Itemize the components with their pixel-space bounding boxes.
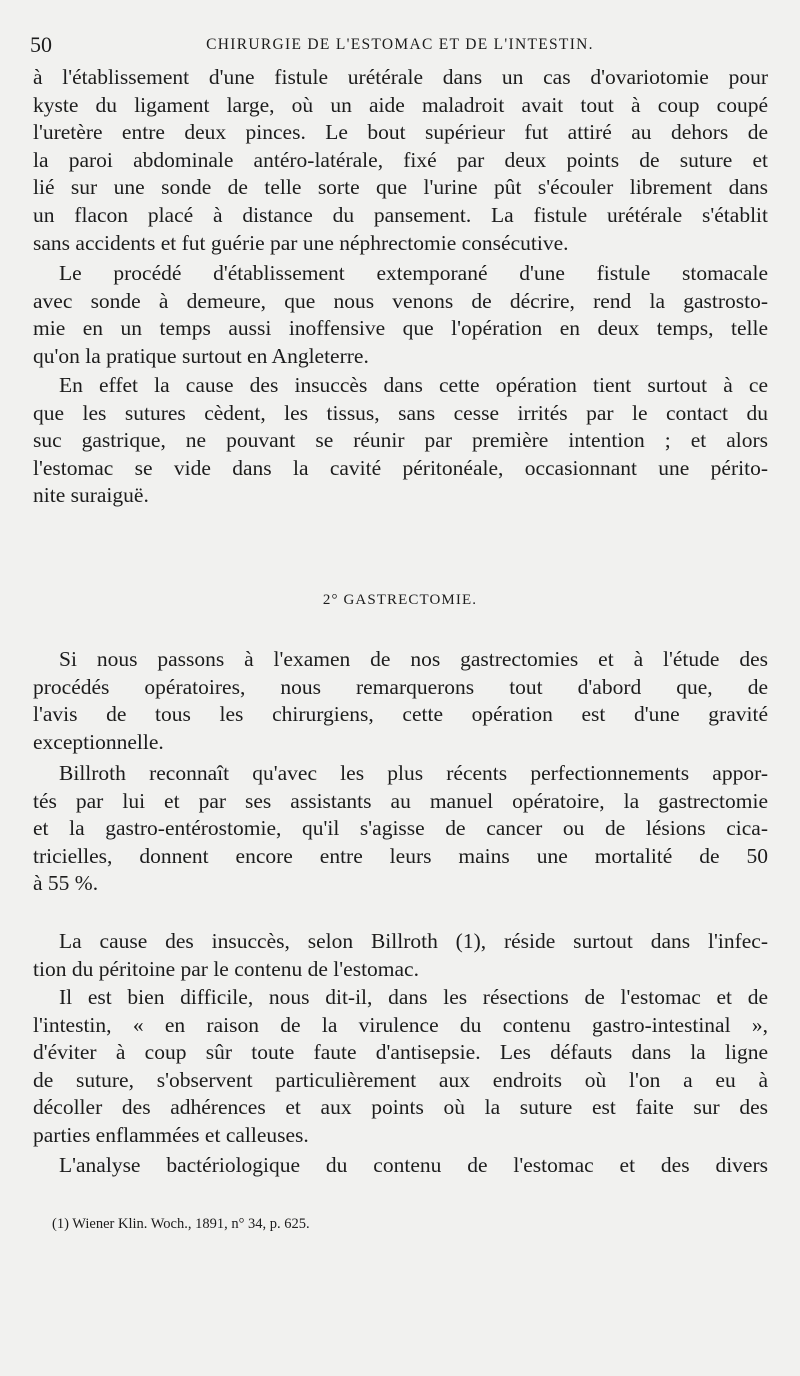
text-line: avec sonde à demeure, que nous venons de décrire, rend la gastrosto- xyxy=(33,288,768,313)
text-line: parties enflammées et calleuses. xyxy=(33,1122,309,1147)
text-line: qu'on la pratique surtout en Angleterre. xyxy=(33,343,369,368)
text-line: exceptionnelle. xyxy=(33,729,164,754)
text-line: kyste du ligament large, où un aide maladroit avait tout à coup coupé xyxy=(33,92,768,117)
text-line: sans accidents et fut guérie par une néphrectomie consécutive. xyxy=(33,230,569,255)
text-line: décoller des adhérences et aux points où la suture est faite sur des xyxy=(33,1095,768,1120)
text-line: procédés opératoires, nous remarquerons tout d'abord que, de xyxy=(33,674,768,699)
text-line: Billroth reconnaît qu'avec les plus récents perfectionnements appor- xyxy=(59,761,768,785)
page-number: 50 xyxy=(30,32,52,57)
text-line: à 55 %. xyxy=(33,871,99,896)
text-line: Le procédé d'établissement extemporané d'une fistule stomacale xyxy=(59,261,768,285)
text-line: la paroi abdominale antéro-latérale, fixé par deux points de suture et xyxy=(33,147,768,172)
paragraph xyxy=(33,372,768,510)
text-line: La cause des insuccès, selon Billroth (1), réside surtout dans l'infec- xyxy=(59,929,768,953)
text-line: lié sur une sonde de telle sorte que l'urine pût s'écouler librement dans xyxy=(33,175,768,200)
text-line: En effet la cause des insuccès dans cette opération tient surtout à ce xyxy=(59,373,768,397)
footnote: (1) Wiener Klin. Woch., 1891, n° 34, p. 625. xyxy=(52,1216,310,1232)
text-line: l'avis de tous les chirurgiens, cette opération est d'une gravité xyxy=(33,702,768,727)
paragraph xyxy=(33,1152,768,1180)
text-line: suc gastrique, ne pouvant se réunir par première intention ; et alors xyxy=(33,428,768,453)
text-line: de suture, s'observent particulièrement aux endroits où l'on a eu à xyxy=(33,1067,768,1092)
paragraph xyxy=(33,64,768,257)
text-line: Si nous passons à l'examen de nos gastrectomies et à l'étude des xyxy=(59,647,768,671)
text-line: un flacon placé à distance du pansement. La fistule urétérale s'établit xyxy=(33,202,768,227)
text-line: et la gastro-entérostomie, qu'il s'agisse de cancer ou de lésions cica- xyxy=(33,816,768,841)
text-line: d'éviter à coup sûr toute faute d'antisepsie. Les défauts dans la ligne xyxy=(33,1040,768,1065)
paragraph xyxy=(33,260,768,370)
text-line: que les sutures cèdent, les tissus, sans cesse irrités par le contact du xyxy=(33,400,768,425)
paragraph xyxy=(33,928,768,983)
paragraph xyxy=(33,646,768,756)
section-heading: 2° GASTRECTOMIE. xyxy=(322,592,478,608)
text-line: tricielles, donnent encore entre leurs mains une mortalité de 50 xyxy=(33,843,768,868)
text-line: L'analyse bactériologique du contenu de l'estomac et des divers xyxy=(59,1153,768,1177)
text-line: l'uretère entre deux pinces. Le bout supérieur fut attiré au dehors de xyxy=(33,120,768,145)
text-line: l'estomac se vide dans la cavité péritonéale, occasionnant une périto- xyxy=(33,455,768,480)
paragraph xyxy=(33,984,768,1150)
text-line: à l'établissement d'une fistule urétérale dans un cas d'ovariotomie pour xyxy=(33,65,768,89)
running-title: CHIRURGIE DE L'ESTOMAC ET DE L'INTESTIN. xyxy=(206,36,594,53)
page-header xyxy=(30,32,770,58)
paragraph xyxy=(33,760,768,898)
text-line: l'intestin, « en raison de la virulence du contenu gastro-intestinal », xyxy=(33,1012,768,1037)
text-line: Il est bien difficile, nous dit-il, dans les résections de l'estomac et de xyxy=(59,985,768,1009)
text-line: tion du péritoine par le contenu de l'estomac. xyxy=(33,956,419,981)
text-line: mie en un temps aussi inoffensive que l'opération en deux temps, telle xyxy=(33,316,768,341)
text-line: tés par lui et par ses assistants au manuel opératoire, la gastrectomie xyxy=(33,788,768,813)
text-line: nite suraiguë. xyxy=(33,483,149,508)
